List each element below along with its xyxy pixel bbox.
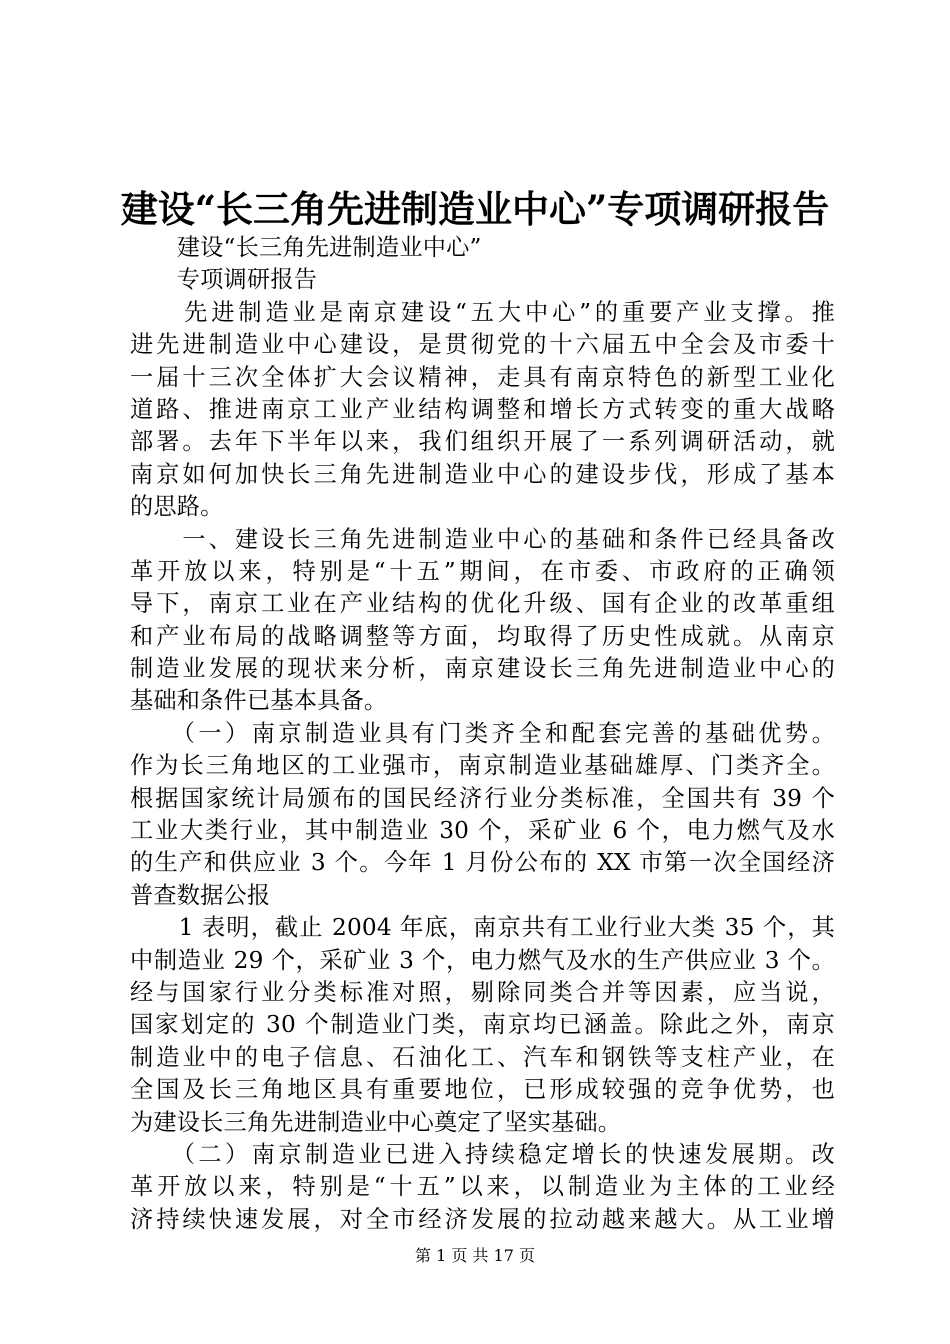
text-line: 进先进制造业中心建设，是贯彻党的十六届五中全会及市委十 xyxy=(130,331,835,359)
text-line: 制造业中的电子信息、石油化工、汽车和钢铁等支柱产业，在 xyxy=(130,1043,835,1071)
text-line: 一届十三次全体扩大会议精神，走具有南京特色的新型工业化 xyxy=(130,363,835,391)
text-line: 一、建设长三角先进制造业中心的基础和条件已经具备改 xyxy=(130,525,835,553)
text-line: 为建设长三角先进制造业中心奠定了坚实基础。 xyxy=(130,1108,622,1136)
text-line: 基础和条件已基本具备。 xyxy=(130,687,388,715)
document-body xyxy=(130,232,835,1236)
text-line: 国家划定的 30 个制造业门类，南京均已涵盖。除此之外，南京 xyxy=(130,1011,835,1039)
document-title: 建设“长三角先进制造业中心”专项调研报告 xyxy=(120,187,830,231)
text-line: 建设“长三角先进制造业中心” xyxy=(130,234,482,261)
text-line: 和产业布局的战略调整等方面，均取得了历史性成就。从南京 xyxy=(130,622,835,650)
text-line: 济持续快速发展，对全市经济发展的拉动越来越大。从工业增 xyxy=(130,1205,835,1233)
text-line: 专项调研报告 xyxy=(130,266,318,294)
text-line: 的生产和供应业 3 个。今年 1 月份公布的 XX 市第一次全国经济 xyxy=(130,849,835,877)
text-line: 全国及长三角地区具有重要地位，已形成较强的竞争优势，也 xyxy=(130,1076,835,1104)
text-line: 道路、推进南京工业产业结构调整和增长方式转变的重大战略 xyxy=(130,395,835,423)
text-line: （二）南京制造业已进入持续稳定增长的快速发展期。改 xyxy=(130,1140,835,1168)
page-footer: 第 1 页 共 17 页 xyxy=(415,1246,535,1265)
text-line: 南京如何加快长三角先进制造业中心的建设步伐，形成了基本 xyxy=(130,460,835,488)
text-line: 普查数据公报 xyxy=(130,881,271,909)
text-line: 工业大类行业，其中制造业 30 个，采矿业 6 个，电力燃气及水 xyxy=(130,817,835,845)
text-line: （一）南京制造业具有门类齐全和配套完善的基础优势。 xyxy=(130,719,835,747)
text-line: 的思路。 xyxy=(130,493,224,521)
text-line: 革开放以来，特别是“十五”以来，以制造业为主体的工业经 xyxy=(130,1173,835,1201)
text-line: 先进制造业是南京建设“五大中心”的重要产业支撑。推 xyxy=(130,298,835,326)
text-line: 制造业发展的现状来分析，南京建设长三角先进制造业中心的 xyxy=(130,655,835,683)
text-line: 导下，南京工业在产业结构的优化升级、国有企业的改革重组 xyxy=(130,590,835,618)
text-line: 根据国家统计局颁布的国民经济行业分类标准，全国共有 39 个 xyxy=(130,784,835,812)
text-line: 革开放以来，特别是“十五”期间，在市委、市政府的正确领 xyxy=(130,557,835,585)
text-line: 经与国家行业分类标准对照，剔除同类合并等因素，应当说， xyxy=(130,978,835,1006)
text-line: 中制造业 29 个，采矿业 3 个，电力燃气及水的生产供应业 3 个。 xyxy=(130,946,835,974)
text-line: 部署。去年下半年以来，我们组织开展了一系列调研活动，就 xyxy=(130,428,835,456)
text-line: 1 表明，截止 2004 年底，南京共有工业行业大类 35 个，其 xyxy=(130,914,835,942)
text-line: 作为长三角地区的工业强市，南京制造业基础雄厚、门类齐全。 xyxy=(130,752,835,780)
